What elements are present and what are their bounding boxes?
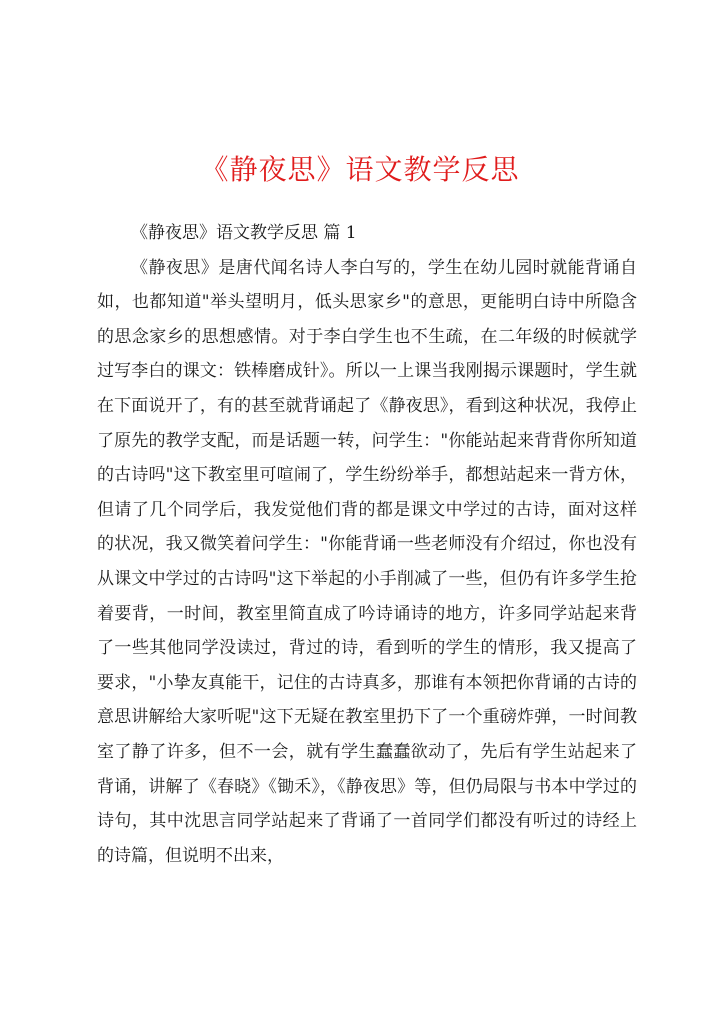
body-paragraph: 《静夜思》是唐代闻名诗人李白写的，学生在幼儿园时就能背诵自如，也都知道"举头望明月，低头思家乡"的意思，更能明白诗中所隐含的思念家乡的思想感情。对于李白学生也不生疏，在二年级的时候就学过写李白的课文：铁棒磨成针》。所以一上课当我刚揭示课题时，学生就在下面说开了，有的甚至就背诵起了《静夜思》，看到这种状况，我停止了原先的教学支配，而是话题一转，问学生："你能站起来背背你所知道的古诗吗"这下教室里可喧闹了，学生纷纷举手，都想站起来一背方休，但请了几个同学后，我发觉他们背的都是课文中学过的古诗，面对这样的状况，我又微笑着问学生："你能背诵一些老师没有介绍过，你也没有从课文中学过的古诗吗"这下举起的小手削减了一些，但仍有许多学生抢着要背，一时间，教室里简直成了吟诗诵诗的地方，许多同学站起来背了一些其他同学没读过，背过的诗，看到听的学生的情形，我又提高了要求，"小挚友真能干，记住的古诗真多，那谁有本领把你背诵的古诗的意思讲解给大家听呢"这下无疑在教室里扔下了一个重磅炸弹，一时间教室了静了许多，但不一会，就有学生蠢蠢欲动了，先后有学生站起来了背诵，讲解了《春晓》《锄禾》，《静夜思》等，但仍局限与书本中学过的诗句，其中沈思言同学站起来了背诵了一首同学们都没有听过的诗经上的诗篇，但说明不出来， [97, 257, 637, 866]
document-body [97, 216, 637, 873]
document-title: 《静夜思》语文教学反思 [200, 153, 520, 186]
section-heading: 《静夜思》语文教学反思 篇 1 [131, 223, 357, 243]
